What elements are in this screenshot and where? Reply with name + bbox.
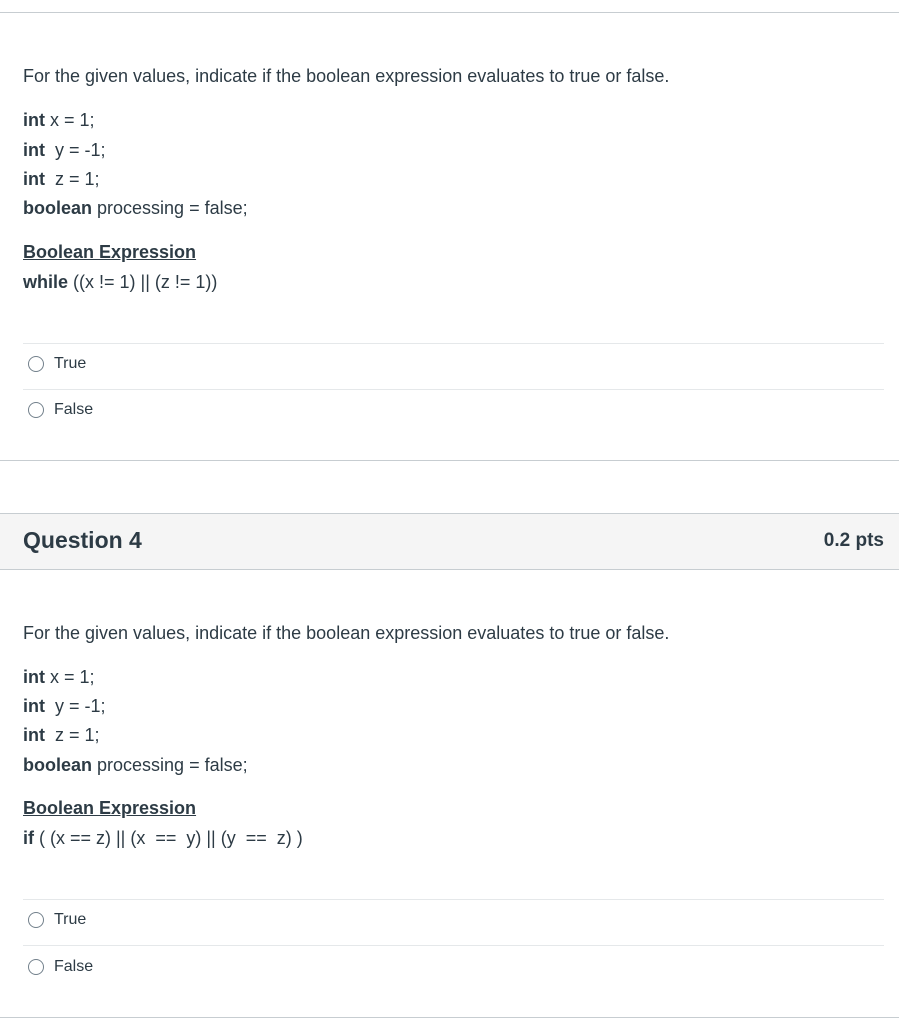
q3-decl-x: int x = 1;	[23, 110, 95, 130]
q4-decl-z: int z = 1;	[23, 725, 100, 745]
q3-answer-true[interactable]	[28, 352, 86, 376]
question-divider	[0, 460, 899, 461]
answer-label: False	[54, 401, 94, 418]
q3-answer-divider	[23, 389, 884, 390]
q4-answer-false[interactable]	[28, 955, 93, 979]
radio-button[interactable]	[28, 356, 44, 372]
radio-button[interactable]	[28, 959, 44, 975]
q3-expression: while ((x != 1) || (z != 1))	[23, 272, 218, 292]
q3-decl-y: int y = -1;	[23, 140, 106, 160]
answer-label: True	[54, 911, 87, 928]
q4-decl-processing: boolean processing = false;	[23, 755, 248, 775]
bottom-divider	[0, 1017, 899, 1018]
q4-answer-true[interactable]	[28, 908, 86, 932]
question-header	[0, 513, 899, 570]
q3-decl-processing: boolean processing = false;	[23, 198, 248, 218]
answer-label: True	[54, 355, 87, 372]
q4-expression: if ( (x == z) || (x == y) || (y == z) )	[23, 828, 303, 848]
q3-answer-false[interactable]	[28, 398, 93, 422]
q3-expression-heading: Boolean Expression	[23, 242, 197, 262]
q3-answer-divider	[23, 343, 884, 344]
q3-decl-z: int z = 1;	[23, 169, 100, 189]
question-title: Question 4	[23, 527, 142, 553]
q4-answer-divider	[23, 945, 884, 946]
q4-answer-divider	[23, 899, 884, 900]
answer-label: False	[54, 958, 94, 975]
q4-expression-heading: Boolean Expression	[23, 798, 197, 818]
q4-decl-x: int x = 1;	[23, 667, 95, 687]
radio-button[interactable]	[28, 402, 44, 418]
q4-prompt: For the given values, indicate if the boolean expression evaluates to true or false.	[23, 623, 670, 643]
q4-decl-y: int y = -1;	[23, 696, 106, 716]
radio-button[interactable]	[28, 912, 44, 928]
top-divider	[0, 12, 899, 13]
q3-prompt: For the given values, indicate if the boolean expression evaluates to true or false.	[23, 66, 670, 86]
question-points: 0.2 pts	[823, 530, 884, 551]
